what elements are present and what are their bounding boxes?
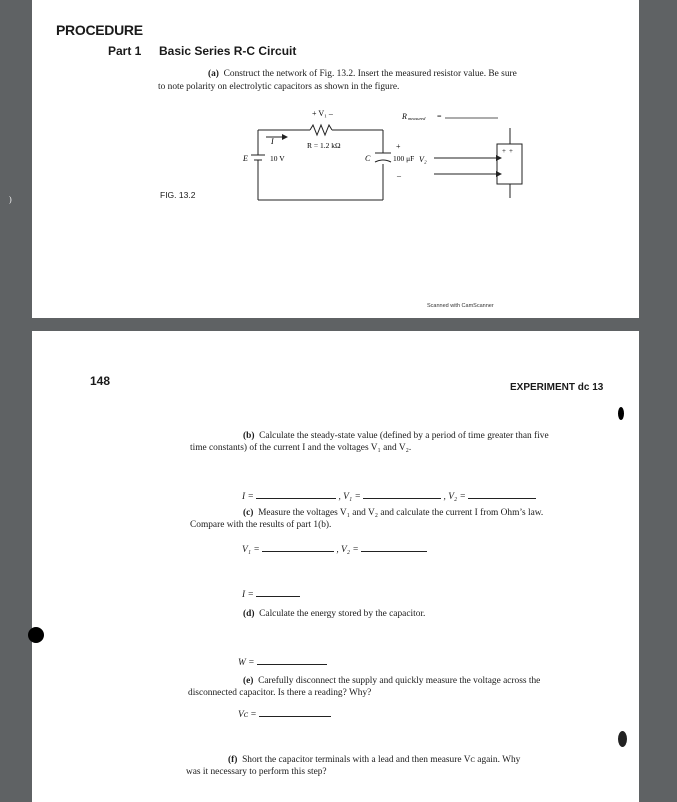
part-f-text1: Short the capacitor terminals with a lead and then measure Vᴄ again. Why (242, 755, 521, 765)
current-arrow-head (282, 134, 288, 140)
part-f-text2: was it necessary to perform this step? (186, 767, 327, 777)
v2-plus: + (396, 142, 401, 151)
part-e-label: (e) (243, 676, 254, 686)
answer-c-row (242, 540, 427, 556)
answer-b-i-label: I = (242, 492, 254, 502)
procedure-heading: PROCEDURE (56, 22, 143, 38)
scanned-page-1 (32, 0, 639, 318)
answer-b-v1-label: , V₁ = (338, 492, 361, 502)
current-label: I (271, 137, 274, 146)
answer-c-v1-label: V₁ = (242, 545, 260, 555)
page-number: 148 (90, 374, 111, 388)
part-f-line1 (228, 754, 520, 766)
v2-label: V₂ (419, 155, 427, 164)
part-label: Part 1 (108, 44, 142, 58)
running-head: EXPERIMENT dc 13 (510, 382, 604, 393)
part-c-text2: Compare with the results of part 1(b). (190, 520, 332, 530)
part-e-line1 (243, 675, 540, 687)
source-value: 10 V (270, 154, 285, 163)
part-b-line1 (243, 430, 549, 442)
answer-d-row (238, 653, 327, 669)
cap-plus-marks: + (502, 147, 506, 155)
part-c-line1 (243, 507, 543, 519)
circuit-diagram (212, 104, 532, 204)
cap-label: C (365, 154, 371, 163)
resistor-symbol (310, 125, 332, 135)
answer-d-w-label: W = (238, 658, 255, 668)
answer-e-vc-label: Vᴄ = (238, 710, 257, 720)
answer-c-v1-blank[interactable] (262, 540, 334, 552)
part-title: Basic Series R-C Circuit (159, 44, 297, 58)
cap-plus-marks-2: + (509, 147, 513, 155)
r-measured-equals: = (437, 112, 442, 121)
resistor-value: R = 1.2 kΩ (307, 141, 341, 150)
edge-mark: ) (9, 195, 12, 204)
part-e-text2: disconnected capacitor. Is there a reading? Why? (188, 688, 372, 698)
figure-label: FIG. 13.2 (160, 190, 196, 200)
part-a-text2: to note polarity on electrolytic capacitors as shown in the figure. (158, 82, 400, 92)
part-d-text1: Calculate the energy stored by the capacitor. (259, 609, 426, 619)
part-c-label: (c) (243, 508, 254, 518)
answer-e-row (238, 705, 331, 721)
answer-e-vc-blank[interactable] (259, 705, 331, 717)
part-e-text1: Carefully disconnect the supply and quickly measure the voltage across the (258, 676, 541, 686)
answer-c-v2-blank[interactable] (361, 540, 427, 552)
part-c-text1: Measure the voltages V₁ and V₂ and calculate the current I from Ohm’s law. (258, 508, 544, 518)
capacitor-plate-bottom (375, 160, 391, 162)
part-b-label: (b) (243, 431, 255, 441)
punch-hole-left (28, 627, 44, 643)
cap-value: 100 μF (393, 154, 415, 163)
punch-hole-right (618, 407, 624, 420)
answer-b-i-blank[interactable] (256, 487, 336, 499)
part-b-text2: time constants) of the current I and the voltages V₁ and V₂. (190, 443, 412, 453)
part-b-text1: Calculate the steady-state value (defined by a period of time greater than five (259, 431, 549, 441)
answer-c-i-row (242, 585, 300, 601)
part-a-label: (a) (208, 69, 219, 79)
answer-b-v2-label: , V₂ = (443, 492, 466, 502)
pointer-arrow-lower (496, 171, 502, 177)
r-measured-subscript: measured (408, 116, 426, 121)
answer-c-v2-label: , V₂ = (336, 545, 359, 555)
r-measured-label: R (402, 112, 407, 121)
source-label: E (243, 154, 248, 163)
part-a-line1 (208, 68, 517, 80)
answer-b-v1-blank[interactable] (363, 487, 441, 499)
v1-label: + V₁ – (312, 109, 333, 118)
answer-c-i-blank[interactable] (256, 585, 300, 597)
answer-b-v2-blank[interactable] (468, 487, 536, 499)
part-a-text1: Construct the network of Fig. 13.2. Insert the measured resistor value. Be sure (223, 69, 517, 79)
answer-b-row (242, 487, 536, 503)
scan-mark-right (618, 731, 627, 747)
v2-minus: – (397, 171, 401, 180)
part-d-line1 (243, 608, 425, 620)
answer-d-w-blank[interactable] (257, 653, 327, 665)
scanned-page-2 (32, 331, 639, 802)
part-f-label: (f) (228, 755, 238, 765)
part-d-label: (d) (243, 609, 255, 619)
camscanner-footer: Scanned with CamScanner (427, 303, 494, 309)
pointer-arrow-upper (496, 155, 502, 161)
answer-c-i-label: I = (242, 590, 254, 600)
